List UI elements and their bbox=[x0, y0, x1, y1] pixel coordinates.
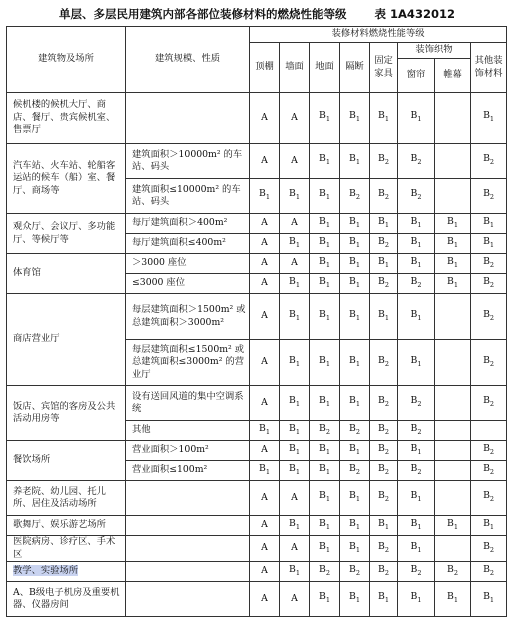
table-row bbox=[7, 144, 507, 179]
grade-cell: $B_2$ bbox=[471, 254, 507, 274]
place-cell bbox=[7, 562, 126, 582]
grade-cell: $B_1$ bbox=[310, 93, 340, 144]
grade-cell: $B_2$ bbox=[471, 179, 507, 214]
grade-cell: $B_2$ bbox=[340, 179, 370, 214]
grade-cell: A bbox=[280, 144, 310, 179]
grade-cell: $B_2$ bbox=[340, 562, 370, 582]
place-text: 体育馆 bbox=[13, 267, 41, 279]
table-row bbox=[7, 214, 507, 234]
grade-cell: $B_1$ bbox=[310, 144, 340, 179]
grade-cell: $B_2$ bbox=[370, 179, 398, 214]
grade-cell: A bbox=[280, 254, 310, 274]
grade-cell bbox=[435, 441, 471, 461]
place-cell bbox=[7, 144, 126, 214]
grade-cell: A bbox=[250, 441, 280, 461]
grade-cell: $B_2$ bbox=[370, 562, 398, 582]
grade-cell: $B_2$ bbox=[471, 294, 507, 340]
grade-cell: $B_2$ bbox=[370, 461, 398, 481]
grade-cell: $B_1$ bbox=[435, 234, 471, 254]
grade-cell: $B_1$ bbox=[340, 294, 370, 340]
table-row bbox=[7, 536, 507, 562]
grade-cell: $B_2$ bbox=[471, 461, 507, 481]
grade-cell: $B_2$ bbox=[340, 461, 370, 481]
grade-cell: $B_1$ bbox=[370, 214, 398, 234]
grade-cell: $B_2$ bbox=[471, 274, 507, 294]
place-cell bbox=[7, 214, 126, 254]
grade-cell: $B_2$ bbox=[435, 562, 471, 582]
grade-cell: $B_1$ bbox=[310, 274, 340, 294]
grade-cell: A bbox=[250, 144, 280, 179]
grade-cell bbox=[435, 536, 471, 562]
place-text: 医院病房、诊疗区、手术区 bbox=[13, 536, 116, 560]
grade-cell: $B_2$ bbox=[471, 386, 507, 421]
grade-cell: $B_1$ bbox=[280, 562, 310, 582]
grade-cell: $B_2$ bbox=[370, 441, 398, 461]
grade-cell: $B_2$ bbox=[340, 421, 370, 441]
header-col-2: 地面 bbox=[310, 43, 340, 93]
grade-cell: $B_1$ bbox=[340, 254, 370, 274]
place-cell bbox=[7, 294, 126, 386]
grade-cell: A bbox=[250, 93, 280, 144]
table-row bbox=[7, 582, 507, 617]
grade-cell: $B_1$ bbox=[310, 461, 340, 481]
grade-cell: $B_2$ bbox=[398, 461, 435, 481]
grade-cell bbox=[471, 421, 507, 441]
place-text: 候机楼的候机大厅、商店、餐厅、贵宾候机室、售票厅 bbox=[13, 99, 116, 136]
place-cell bbox=[7, 441, 126, 481]
grade-cell: $B_1$ bbox=[398, 254, 435, 274]
grade-cell: A bbox=[250, 536, 280, 562]
scale-cell: 每层建筑面积≤1500m² 或总建筑面积≤3000m² 的营业厅 bbox=[126, 340, 250, 386]
grade-cell bbox=[435, 461, 471, 481]
place-cell bbox=[7, 481, 126, 516]
grade-cell: A bbox=[250, 386, 280, 421]
grade-cell: $B_1$ bbox=[435, 254, 471, 274]
grade-cell: A bbox=[250, 582, 280, 617]
scale-cell: 设有送回风道的集中空调系统 bbox=[126, 386, 250, 421]
grade-cell: $B_1$ bbox=[250, 179, 280, 214]
grade-cell: $B_2$ bbox=[370, 536, 398, 562]
grade-cell: $B_1$ bbox=[340, 516, 370, 536]
grade-cell: $B_1$ bbox=[398, 294, 435, 340]
grade-cell: $B_2$ bbox=[370, 274, 398, 294]
table-row bbox=[7, 481, 507, 516]
grade-cell: $B_1$ bbox=[370, 516, 398, 536]
scale-cell bbox=[126, 516, 250, 536]
grade-cell: A bbox=[250, 214, 280, 234]
place-cell bbox=[7, 536, 126, 562]
grade-cell: $B_2$ bbox=[471, 144, 507, 179]
grade-cell bbox=[435, 144, 471, 179]
header-col-0: 顶棚 bbox=[250, 43, 280, 93]
grade-cell: $B_1$ bbox=[340, 93, 370, 144]
scale-cell bbox=[126, 536, 250, 562]
place-text: 汽车站、火车站、轮船客运站的候车（船）室、餐厅、商场等 bbox=[13, 159, 116, 196]
grade-cell: $B_2$ bbox=[310, 421, 340, 441]
grade-cell: $B_2$ bbox=[370, 386, 398, 421]
grade-cell: $B_1$ bbox=[471, 93, 507, 144]
grade-cell: A bbox=[280, 214, 310, 234]
scale-cell: ≤3000 座位 bbox=[126, 274, 250, 294]
grade-cell: $B_2$ bbox=[370, 421, 398, 441]
table-row bbox=[7, 294, 507, 340]
grade-cell: $B_1$ bbox=[370, 93, 398, 144]
grade-cell: $B_1$ bbox=[280, 294, 310, 340]
header-col-3: 隔断 bbox=[340, 43, 370, 93]
grade-cell: A bbox=[250, 234, 280, 254]
grade-cell: $B_2$ bbox=[471, 536, 507, 562]
grade-cell: $B_2$ bbox=[398, 144, 435, 179]
scale-cell bbox=[126, 562, 250, 582]
grade-cell: $B_1$ bbox=[340, 582, 370, 617]
place-cell bbox=[7, 93, 126, 144]
header-col-other: 其他装饰材料 bbox=[471, 43, 507, 93]
grade-cell: $B_1$ bbox=[370, 294, 398, 340]
table-title-text: 单层、多层民用建筑内部各部位装修材料的燃烧性能等级 bbox=[59, 7, 347, 21]
header-deco-col-0: 窗帘 bbox=[398, 59, 435, 93]
grade-cell: A bbox=[280, 481, 310, 516]
grade-cell: $B_2$ bbox=[310, 562, 340, 582]
scale-cell: 其他 bbox=[126, 421, 250, 441]
grade-cell: $B_1$ bbox=[370, 582, 398, 617]
grade-cell: $B_2$ bbox=[370, 144, 398, 179]
grade-cell: $B_1$ bbox=[310, 294, 340, 340]
table-row bbox=[7, 516, 507, 536]
place-cell bbox=[7, 254, 126, 294]
scale-cell bbox=[126, 582, 250, 617]
grade-cell: $B_1$ bbox=[280, 234, 310, 254]
place-text: A、B级电子机房及重要机器、仪器房间 bbox=[13, 586, 120, 610]
grade-cell: A bbox=[250, 516, 280, 536]
grade-cell: A bbox=[250, 254, 280, 274]
fire-rating-table bbox=[6, 26, 507, 617]
grade-cell: $B_1$ bbox=[398, 93, 435, 144]
grade-cell: $B_1$ bbox=[310, 254, 340, 274]
table-row bbox=[7, 254, 507, 274]
grade-cell: $B_1$ bbox=[340, 441, 370, 461]
grade-cell: $B_1$ bbox=[280, 179, 310, 214]
grade-cell: $B_1$ bbox=[280, 441, 310, 461]
grade-cell: $B_1$ bbox=[340, 214, 370, 234]
grade-cell: $B_1$ bbox=[398, 582, 435, 617]
grade-cell: $B_1$ bbox=[340, 144, 370, 179]
grade-cell: $B_1$ bbox=[280, 274, 310, 294]
grade-cell: $B_1$ bbox=[471, 214, 507, 234]
header-place: 建筑物及场所 bbox=[7, 27, 126, 93]
grade-cell: $B_2$ bbox=[471, 562, 507, 582]
grade-cell: $B_1$ bbox=[280, 461, 310, 481]
place-cell bbox=[7, 516, 126, 536]
grade-cell: $B_1$ bbox=[340, 481, 370, 516]
grade-cell: A bbox=[250, 481, 280, 516]
grade-cell: $B_1$ bbox=[340, 386, 370, 421]
table-title bbox=[0, 6, 514, 24]
grade-cell: $B_1$ bbox=[310, 582, 340, 617]
grade-cell: $B_2$ bbox=[398, 386, 435, 421]
grade-cell: $B_1$ bbox=[310, 481, 340, 516]
table-row bbox=[7, 441, 507, 461]
grade-cell: $B_1$ bbox=[280, 386, 310, 421]
grade-cell: $B_1$ bbox=[398, 441, 435, 461]
grade-cell bbox=[435, 294, 471, 340]
grade-cell: $B_1$ bbox=[398, 481, 435, 516]
grade-cell: $B_1$ bbox=[310, 214, 340, 234]
scale-cell bbox=[126, 93, 250, 144]
place-cell bbox=[7, 386, 126, 441]
grade-cell bbox=[435, 179, 471, 214]
header-deco-col-1: 帷幕 bbox=[435, 59, 471, 93]
grade-cell: $B_1$ bbox=[280, 421, 310, 441]
scale-cell: 建筑面积≤10000m² 的车站、码头 bbox=[126, 179, 250, 214]
header-scale: 建筑规模、性质 bbox=[126, 27, 250, 93]
place-text: 养老院、幼儿园、托儿所、居住及活动场所 bbox=[13, 485, 106, 509]
grade-cell bbox=[435, 386, 471, 421]
grade-cell: $B_1$ bbox=[471, 234, 507, 254]
grade-cell: $B_1$ bbox=[370, 254, 398, 274]
grade-cell: A bbox=[280, 536, 310, 562]
grade-cell: $B_2$ bbox=[370, 234, 398, 254]
header-group-deco: 装饰织物 bbox=[398, 43, 471, 59]
place-text: 歌舞厅、娱乐游艺场所 bbox=[13, 519, 106, 531]
grade-cell: $B_1$ bbox=[340, 536, 370, 562]
grade-cell: A bbox=[250, 562, 280, 582]
grade-cell: $B_1$ bbox=[340, 340, 370, 386]
grade-cell: $B_1$ bbox=[471, 516, 507, 536]
place-text: 商店营业厅 bbox=[13, 333, 60, 345]
header-col-1: 墙面 bbox=[280, 43, 310, 93]
grade-cell: $B_1$ bbox=[398, 234, 435, 254]
grade-cell: $B_2$ bbox=[471, 441, 507, 461]
grade-cell: $B_1$ bbox=[310, 386, 340, 421]
grade-cell: $B_1$ bbox=[398, 516, 435, 536]
grade-cell: $B_1$ bbox=[250, 421, 280, 441]
grade-cell: $B_1$ bbox=[340, 234, 370, 254]
grade-cell bbox=[435, 340, 471, 386]
scale-cell: 营业面积＞100m² bbox=[126, 441, 250, 461]
table-row bbox=[7, 562, 507, 582]
grade-cell: $B_2$ bbox=[471, 340, 507, 386]
grade-cell: $B_1$ bbox=[310, 516, 340, 536]
table-number: 表 1A432012 bbox=[374, 7, 455, 21]
grade-cell: $B_2$ bbox=[398, 562, 435, 582]
scale-cell: 每层建筑面积＞1500m² 或总建筑面积＞3000m² bbox=[126, 294, 250, 340]
grade-cell: $B_1$ bbox=[310, 179, 340, 214]
place-text: 教学、实验场所 bbox=[13, 565, 79, 577]
grade-cell: $B_1$ bbox=[471, 582, 507, 617]
grade-cell: A bbox=[280, 93, 310, 144]
grade-cell: $B_1$ bbox=[398, 340, 435, 386]
grade-cell: $B_2$ bbox=[370, 481, 398, 516]
scale-cell: 每厅建筑面积＞400m² bbox=[126, 214, 250, 234]
grade-cell: $B_1$ bbox=[398, 214, 435, 234]
grade-cell: $B_2$ bbox=[398, 179, 435, 214]
grade-cell bbox=[435, 481, 471, 516]
place-cell bbox=[7, 582, 126, 617]
table-row bbox=[7, 386, 507, 421]
grade-cell: $B_1$ bbox=[435, 214, 471, 234]
grade-cell: $B_2$ bbox=[398, 421, 435, 441]
grade-cell: $B_1$ bbox=[310, 536, 340, 562]
header-group-main: 装修材料燃烧性能等级 bbox=[250, 27, 507, 43]
grade-cell: $B_1$ bbox=[340, 274, 370, 294]
scale-cell: 建筑面积＞10000m² 的车站、码头 bbox=[126, 144, 250, 179]
grade-cell: $B_1$ bbox=[435, 582, 471, 617]
grade-cell: A bbox=[250, 340, 280, 386]
scale-cell bbox=[126, 481, 250, 516]
scale-cell: 每厅建筑面积≤400m² bbox=[126, 234, 250, 254]
grade-cell: $B_2$ bbox=[370, 340, 398, 386]
grade-cell: $B_1$ bbox=[398, 536, 435, 562]
grade-cell: $B_2$ bbox=[398, 274, 435, 294]
table-row bbox=[7, 93, 507, 144]
grade-cell: $B_1$ bbox=[310, 441, 340, 461]
grade-cell: $B_1$ bbox=[435, 516, 471, 536]
scale-cell: 营业面积≤100m² bbox=[126, 461, 250, 481]
grade-cell: A bbox=[280, 582, 310, 617]
place-text: 饭店、宾馆的客房及公共活动用房等 bbox=[13, 400, 116, 424]
grade-cell: $B_1$ bbox=[280, 340, 310, 386]
grade-cell: $B_1$ bbox=[435, 274, 471, 294]
place-text: 餐饮场所 bbox=[13, 454, 51, 466]
grade-cell: $B_1$ bbox=[310, 340, 340, 386]
grade-cell: A bbox=[250, 274, 280, 294]
grade-cell: $B_2$ bbox=[471, 481, 507, 516]
scale-cell: ＞3000 座位 bbox=[126, 254, 250, 274]
grade-cell: $B_1$ bbox=[280, 516, 310, 536]
grade-cell bbox=[435, 93, 471, 144]
grade-cell: $B_1$ bbox=[310, 234, 340, 254]
grade-cell bbox=[435, 421, 471, 441]
grade-cell: A bbox=[250, 294, 280, 340]
place-text: 观众厅、会议厅、多功能厅、等候厅等 bbox=[13, 221, 116, 245]
header-col-4: 固定家具 bbox=[370, 43, 398, 93]
grade-cell: $B_1$ bbox=[250, 461, 280, 481]
